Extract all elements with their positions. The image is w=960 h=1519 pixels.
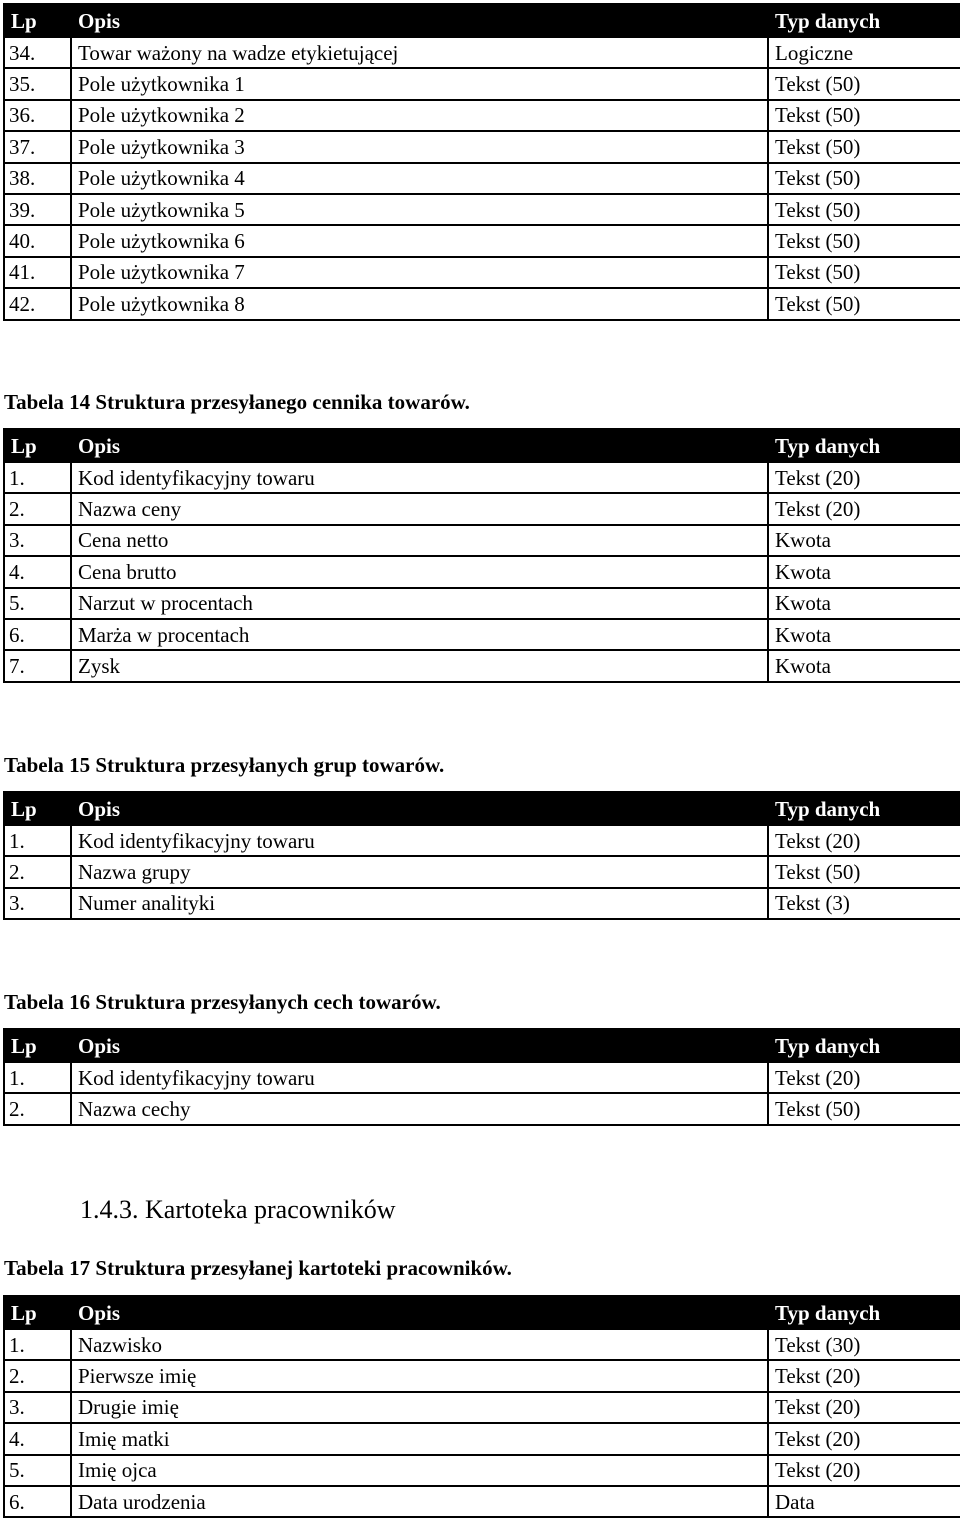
table-continued bbox=[3, 3, 960, 321]
cell-opis: Cena netto bbox=[71, 525, 768, 556]
header-typ: Typ danych bbox=[768, 1296, 960, 1329]
cell-typ: Tekst (30) bbox=[768, 1329, 960, 1360]
cell-lp: 6. bbox=[4, 1486, 71, 1517]
cell-opis: Pole użytkownika 5 bbox=[71, 194, 768, 225]
table16-caption: Tabela 16 Struktura przesyłanych cech towarów. bbox=[4, 990, 441, 1014]
cell-typ: Tekst (50) bbox=[768, 856, 960, 887]
table-row bbox=[4, 1486, 960, 1517]
table-row bbox=[4, 1392, 960, 1423]
cell-opis: Pole użytkownika 7 bbox=[71, 257, 768, 288]
table-row bbox=[4, 462, 960, 493]
cell-opis: Marża w procentach bbox=[71, 619, 768, 650]
header-opis: Opis bbox=[71, 429, 768, 462]
cell-lp: 2. bbox=[4, 856, 71, 887]
cell-opis: Zysk bbox=[71, 650, 768, 681]
cell-lp: 37. bbox=[4, 131, 71, 162]
cell-opis: Towar ważony na wadze etykietującej bbox=[71, 37, 768, 68]
table-17 bbox=[3, 1295, 960, 1518]
table-row bbox=[4, 1062, 960, 1093]
table-row bbox=[4, 650, 960, 681]
cell-opis: Nazwa grupy bbox=[71, 856, 768, 887]
table-row bbox=[4, 888, 960, 919]
table-row bbox=[4, 288, 960, 319]
cell-lp: 42. bbox=[4, 288, 71, 319]
cell-opis: Pole użytkownika 8 bbox=[71, 288, 768, 319]
cell-lp: 6. bbox=[4, 619, 71, 650]
cell-opis: Kod identyfikacyjny towaru bbox=[71, 1062, 768, 1093]
cell-typ: Kwota bbox=[768, 619, 960, 650]
cell-lp: 35. bbox=[4, 68, 71, 99]
table17-caption: Tabela 17 Struktura przesyłanej kartoteki pracowników. bbox=[4, 1256, 512, 1280]
table-row bbox=[4, 556, 960, 587]
cell-opis: Drugie imię bbox=[71, 1392, 768, 1423]
cell-typ: Tekst (3) bbox=[768, 888, 960, 919]
cell-lp: 2. bbox=[4, 1093, 71, 1124]
cell-opis: Cena brutto bbox=[71, 556, 768, 587]
cell-opis: Data urodzenia bbox=[71, 1486, 768, 1517]
table-row bbox=[4, 100, 960, 131]
cell-typ: Tekst (50) bbox=[768, 225, 960, 256]
cell-opis: Narzut w procentach bbox=[71, 588, 768, 619]
cell-typ: Tekst (20) bbox=[768, 1062, 960, 1093]
cell-opis: Pole użytkownika 6 bbox=[71, 225, 768, 256]
cell-typ: Tekst (50) bbox=[768, 257, 960, 288]
cell-opis: Pierwsze imię bbox=[71, 1360, 768, 1391]
cell-lp: 4. bbox=[4, 1423, 71, 1454]
table-header-row bbox=[4, 792, 960, 825]
header-opis: Opis bbox=[71, 792, 768, 825]
cell-lp: 3. bbox=[4, 1392, 71, 1423]
table-16 bbox=[3, 1028, 960, 1126]
cell-lp: 1. bbox=[4, 1329, 71, 1360]
table-row bbox=[4, 194, 960, 225]
cell-lp: 1. bbox=[4, 825, 71, 856]
table-row bbox=[4, 131, 960, 162]
cell-opis: Kod identyfikacyjny towaru bbox=[71, 462, 768, 493]
cell-typ: Kwota bbox=[768, 588, 960, 619]
cell-lp: 5. bbox=[4, 1455, 71, 1486]
table-row bbox=[4, 225, 960, 256]
cell-lp: 2. bbox=[4, 1360, 71, 1391]
cell-lp: 5. bbox=[4, 588, 71, 619]
cell-typ: Logiczne bbox=[768, 37, 960, 68]
table-row bbox=[4, 1093, 960, 1124]
cell-typ: Tekst (20) bbox=[768, 1455, 960, 1486]
table-row bbox=[4, 619, 960, 650]
table-row bbox=[4, 1360, 960, 1391]
cell-opis: Kod identyfikacyjny towaru bbox=[71, 825, 768, 856]
cell-opis: Nazwa cechy bbox=[71, 1093, 768, 1124]
cell-typ: Kwota bbox=[768, 525, 960, 556]
table-row bbox=[4, 588, 960, 619]
cell-lp: 1. bbox=[4, 1062, 71, 1093]
table-row bbox=[4, 493, 960, 524]
cell-typ: Tekst (50) bbox=[768, 1093, 960, 1124]
header-lp: Lp bbox=[4, 429, 71, 462]
cell-typ: Tekst (50) bbox=[768, 100, 960, 131]
cell-typ: Tekst (20) bbox=[768, 462, 960, 493]
cell-lp: 3. bbox=[4, 525, 71, 556]
cell-lp: 39. bbox=[4, 194, 71, 225]
cell-typ: Data bbox=[768, 1486, 960, 1517]
table-14 bbox=[3, 428, 960, 683]
cell-opis: Nazwisko bbox=[71, 1329, 768, 1360]
cell-opis: Pole użytkownika 1 bbox=[71, 68, 768, 99]
cell-lp: 34. bbox=[4, 37, 71, 68]
cell-typ: Kwota bbox=[768, 650, 960, 681]
cell-typ: Tekst (50) bbox=[768, 163, 960, 194]
cell-typ: Tekst (20) bbox=[768, 493, 960, 524]
cell-typ: Tekst (20) bbox=[768, 1392, 960, 1423]
cell-lp: 38. bbox=[4, 163, 71, 194]
table-row bbox=[4, 257, 960, 288]
cell-lp: 4. bbox=[4, 556, 71, 587]
cell-lp: 1. bbox=[4, 462, 71, 493]
header-lp: Lp bbox=[4, 4, 71, 37]
table-row bbox=[4, 1423, 960, 1454]
table-15 bbox=[3, 791, 960, 920]
header-typ: Typ danych bbox=[768, 792, 960, 825]
cell-opis: Imię ojca bbox=[71, 1455, 768, 1486]
table-header-row bbox=[4, 4, 960, 37]
cell-lp: 41. bbox=[4, 257, 71, 288]
table14-caption: Tabela 14 Struktura przesyłanego cennika towarów. bbox=[4, 390, 470, 414]
table-row bbox=[4, 1455, 960, 1486]
cell-typ: Tekst (50) bbox=[768, 288, 960, 319]
cell-lp: 2. bbox=[4, 493, 71, 524]
header-lp: Lp bbox=[4, 1296, 71, 1329]
cell-typ: Tekst (20) bbox=[768, 1423, 960, 1454]
table-row bbox=[4, 856, 960, 887]
cell-opis: Pole użytkownika 2 bbox=[71, 100, 768, 131]
table-header-row bbox=[4, 1296, 960, 1329]
header-typ: Typ danych bbox=[768, 4, 960, 37]
cell-lp: 7. bbox=[4, 650, 71, 681]
header-opis: Opis bbox=[71, 1296, 768, 1329]
header-typ: Typ danych bbox=[768, 429, 960, 462]
cell-lp: 40. bbox=[4, 225, 71, 256]
cell-lp: 36. bbox=[4, 100, 71, 131]
cell-typ: Tekst (20) bbox=[768, 825, 960, 856]
cell-typ: Tekst (50) bbox=[768, 194, 960, 225]
cell-typ: Tekst (50) bbox=[768, 131, 960, 162]
table-row bbox=[4, 163, 960, 194]
table-row bbox=[4, 1329, 960, 1360]
table15-caption: Tabela 15 Struktura przesyłanych grup towarów. bbox=[4, 753, 445, 777]
cell-typ: Kwota bbox=[768, 556, 960, 587]
cell-opis: Pole użytkownika 4 bbox=[71, 163, 768, 194]
table-row bbox=[4, 525, 960, 556]
cell-lp: 3. bbox=[4, 888, 71, 919]
table-row bbox=[4, 825, 960, 856]
section-heading: 1.4.3. Kartoteka pracowników bbox=[80, 1195, 396, 1224]
header-typ: Typ danych bbox=[768, 1029, 960, 1062]
header-lp: Lp bbox=[4, 792, 71, 825]
header-lp: Lp bbox=[4, 1029, 71, 1062]
cell-opis: Numer analityki bbox=[71, 888, 768, 919]
cell-opis: Nazwa ceny bbox=[71, 493, 768, 524]
header-opis: Opis bbox=[71, 4, 768, 37]
table-row bbox=[4, 37, 960, 68]
cell-typ: Tekst (20) bbox=[768, 1360, 960, 1391]
cell-opis: Pole użytkownika 3 bbox=[71, 131, 768, 162]
table-row bbox=[4, 68, 960, 99]
header-opis: Opis bbox=[71, 1029, 768, 1062]
cell-typ: Tekst (50) bbox=[768, 68, 960, 99]
table-header-row bbox=[4, 1029, 960, 1062]
table-header-row bbox=[4, 429, 960, 462]
cell-opis: Imię matki bbox=[71, 1423, 768, 1454]
